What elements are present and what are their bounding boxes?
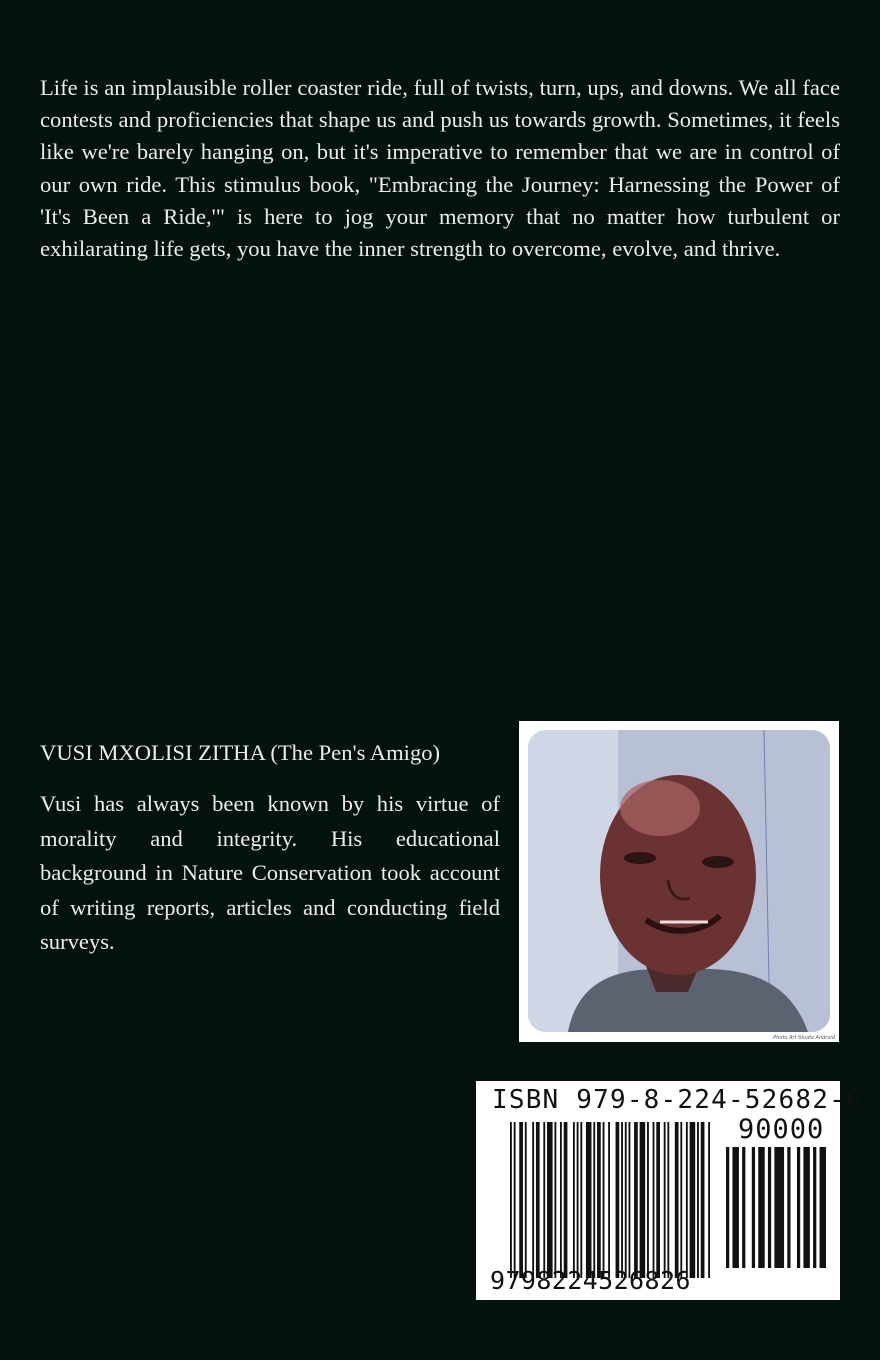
ean-barcode-bars (510, 1122, 710, 1278)
isbn-barcode (476, 1081, 863, 1300)
photo-credit: Photo Art Studio Android (773, 1035, 835, 1041)
isbn-label: ISBN 979-8-224-52682-6 (492, 1085, 863, 1115)
ean-digits: 9798224526826 (490, 1266, 691, 1295)
author-photo (528, 730, 830, 1032)
author-name: VUSI MXOLISI ZITHA (The Pen's Amigo) (40, 740, 441, 765)
author-bio: Vusi has always been known by his virtue of morality and integrity. His educational background in Nature Conservation took account of writing reports, articles and conducting field surveys. (40, 791, 500, 954)
back-cover-blurb: Life is an implausible roller coaster ride, full of twists, turn, ups, and downs. We all face contests and proficiencies that shape us and push us towards growth. Sometimes, it feels like we're barely hanging on, but it's imperative to remember that we are in control of our own ride. This stimulus book, "Embracing the Journey: Harnessing the Power of 'It's Been a Ride,'" is here to jog your memory that no matter how turbulent or exhilarating life gets, you have the inner strength to overcome, evolve, and thrive. (40, 75, 840, 262)
price-addon-digits: 90000 (738, 1114, 825, 1145)
author-photo-frame (519, 721, 839, 1042)
addon-barcode-bars (726, 1147, 826, 1268)
